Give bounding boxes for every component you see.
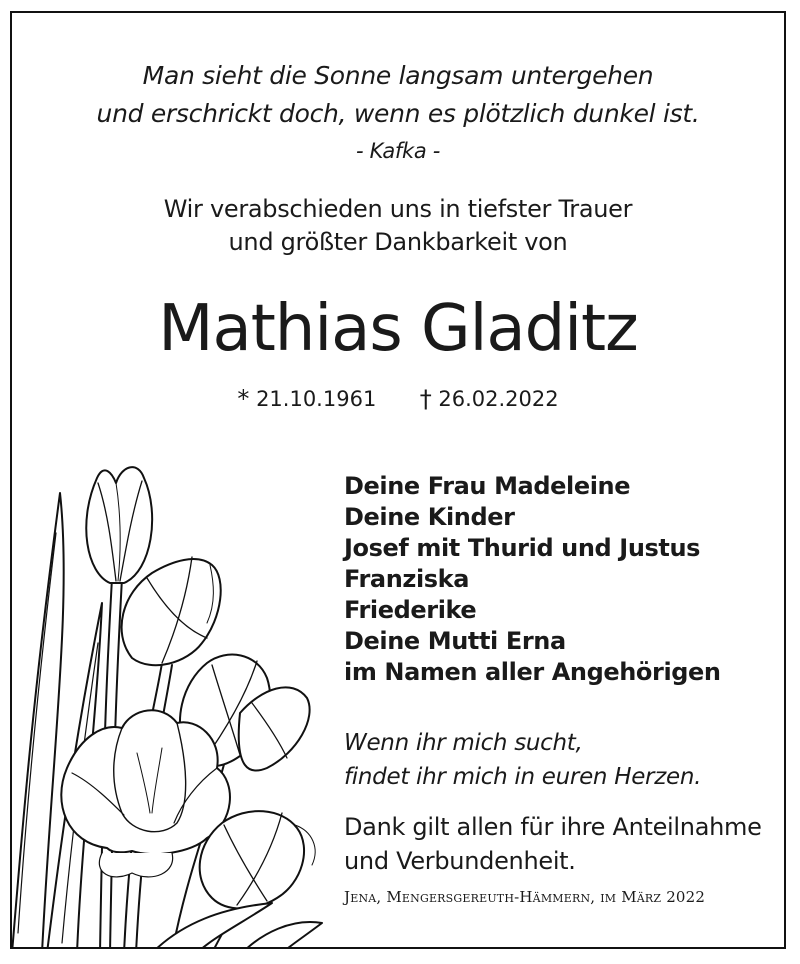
quote-author: - Kafka -: [355, 139, 441, 163]
deceased-name: Mathias Gladitz: [158, 292, 638, 366]
thanks-note: [344, 810, 762, 878]
quote-line-1: Man sieht die Sonne langsam untergehen: [142, 61, 654, 90]
intro-text: [12, 193, 784, 259]
place-and-date: Jena, Mengersgereuth-Hämmern, im März 2022: [344, 888, 706, 906]
memorial-verse: [344, 726, 701, 794]
mourner-line: Deine Frau Madeleine: [344, 472, 631, 500]
mourner-line: Deine Mutti Erna: [344, 627, 566, 655]
mourner-line: Josef mit Thurid und Justus: [344, 534, 701, 562]
obituary-frame: [10, 11, 786, 949]
quote-line-2: und erschrickt doch, wenn es plötzlich dunkel ist.: [96, 99, 700, 128]
thanks-line-2: und Verbundenheit.: [344, 847, 576, 875]
intro-line-1: Wir verabschieden uns in tiefster Trauer: [163, 195, 633, 223]
birth-date: 21.10.1961: [256, 387, 377, 411]
mourner-line: im Namen aller Angehörigen: [344, 658, 721, 686]
birth-star-symbol: *: [237, 385, 250, 413]
mourners-list: [344, 471, 721, 688]
verse-line-1: Wenn ihr mich sucht,: [344, 730, 583, 756]
intro-line-2: und größter Dankbarkeit von: [228, 228, 568, 256]
death-date: 26.02.2022: [438, 387, 559, 411]
mourner-line: Franziska: [344, 565, 470, 593]
death-cross-symbol: †: [419, 385, 432, 413]
mourner-line: Friederike: [344, 596, 477, 624]
life-dates: [12, 385, 784, 413]
mourner-line: Deine Kinder: [344, 503, 515, 531]
verse-line-2: findet ihr mich in euren Herzen.: [344, 764, 702, 790]
tulip-bouquet-illustration: [12, 453, 332, 949]
kafka-quote: [12, 57, 784, 169]
thanks-line-1: Dank gilt allen für ihre Anteilnahme: [344, 813, 762, 841]
